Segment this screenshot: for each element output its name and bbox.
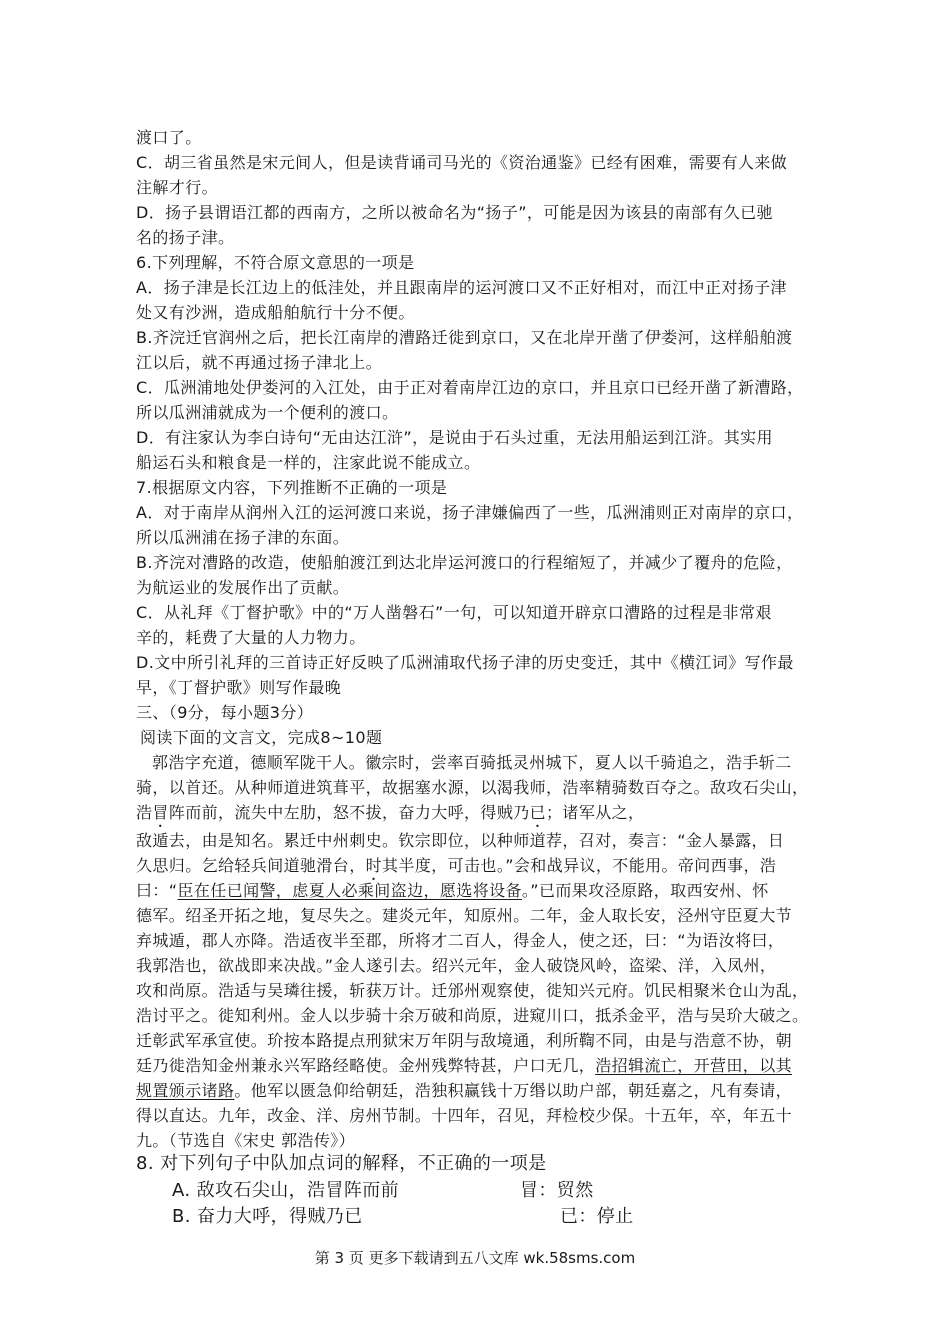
- passage-line: 浩讨平之。徙知利州。金人以步骑十余万破和尚原，进窥川口，抵杀金平，浩与吴玠大破之。: [136, 1006, 809, 1025]
- text-line: 名的扬子津。: [136, 228, 235, 247]
- passage-line: 规置颁示诸路。他军以匮急仰给朝廷，浩独积赢钱十万缗以助户部，朝廷嘉之，凡有奏请，: [136, 1081, 793, 1100]
- section-heading: 三、（9分，每小题3分）: [136, 703, 314, 722]
- passage-line: 攻和尚原。浩适与吴璘往援，斩获万计。迁邠州观察使，徙知兴元府。饥民相聚米仓山为乱，: [136, 981, 809, 1000]
- text-line: 渡口了。: [136, 128, 202, 147]
- text-line: 为航运业的发展作出了贡献。: [136, 578, 350, 597]
- question-6: 6.下列理解，不符合原文意思的一项是: [136, 253, 415, 272]
- passage-line: 我郭浩也，欲战即来决战。”金人遂引去。绍兴元年，金人破饶风岭，盗梁、洋，入凤州，: [136, 956, 777, 975]
- passage-line: 德军。绍圣开拓之地，复尽失之。建炎元年，知原州。二年，金人取长安，泾州守臣夏大节: [136, 906, 793, 925]
- option-d-line: D．有注家认为李白诗句“无由达江浒”，是说由于石头过重，无法用船运到江浒。其实用: [136, 428, 773, 447]
- option-d-line: D．扬子县谓语江都的西南方，之所以被命名为“扬子”，可能是因为该县的南部有久已驰: [136, 203, 773, 222]
- passage-line: 久思归。乞给轻兵间道驰滑台，时其半度，可击也。”会和战异议，不能用。帝问西事，浩: [136, 856, 777, 875]
- passage-line: 骑，以首还。从种师道进筑葺平，故据塞水源，以渴我师，浩率精骑数百夺之。敌攻石尖山，: [136, 778, 809, 797]
- underlined-sentence: 规置颁示诸路: [136, 1081, 235, 1100]
- question-8-option-b: B. 奋力大呼，得贼乃已 已：停止: [172, 1206, 634, 1227]
- text-line: 早，《丁督护歌》则写作最晚: [136, 678, 342, 697]
- passage-line: 迁彰武军承宣使。玠按本路提点刑狱宋万年阴与敌境通，利所鞫不同，由是与浩意不协，朝: [136, 1031, 793, 1050]
- passage-line: 郭浩字充道，德顺军陇干人。徽宗时，尝率百骑抵灵州城下，夏人以千骑追之，浩手斩二: [152, 753, 792, 772]
- passage-source: 九。（节选自《宋史 郭浩传》）: [136, 1131, 356, 1150]
- dotted-word: 时: [365, 856, 383, 875]
- passage-line: 得以直达。九年，改金、洋、房州节制。十四年，召见，拜检校少保。十五年，卒，年五十: [136, 1106, 793, 1125]
- text-line: 所以瓜洲浦就成为一个便利的渡口。: [136, 403, 399, 422]
- dotted-word: 冒: [152, 803, 169, 822]
- question-8: 8. 对下列句子中队加点词的解释，不正确的一项是: [136, 1153, 547, 1174]
- option-c-line: C．从礼拜《丁督护歌》中的“万人凿磐石”一句，可以知道开辟京口漕路的过程是非常艰: [136, 603, 772, 622]
- page-footer: 第 3 页 更多下载请到五八文库 wk.58sms.com: [314, 1249, 636, 1267]
- option-d-line: D.文中所引礼拜的三首诗正好反映了瓜洲浦取代扬子津的历史变迁，其中《横江词》写作最: [136, 653, 794, 672]
- dotted-word: 已: [529, 803, 547, 822]
- option-a-line: A．扬子津是长江边上的低洼处，并且跟南岸的运河渡口又不正好相对，而江中正对扬子津: [136, 278, 787, 297]
- text-line: 辛的，耗费了大量的人力物力。: [136, 628, 366, 647]
- option-b-line: B.齐浣对漕路的改造，使船舶渡江到达北岸运河渡口的行程缩短了，并减少了覆舟的危险，: [136, 553, 793, 572]
- option-a-explanation: 冒：贸然: [520, 1180, 594, 1201]
- option-b-explanation: 已：停止: [560, 1206, 634, 1227]
- passage-line: 弃城遁，郡人亦降。浩适夜半至郡，所将才二百人，得金人，使之还，曰：“为语汝将曰，: [136, 931, 785, 950]
- passage-line: 浩冒阵而前，流失中左肋，怒不拔，奋力大呼，得贼乃已；诸军从之，: [136, 803, 645, 822]
- underlined-sentence: 浩招辑流亡，开营田，以其: [595, 1056, 793, 1075]
- reading-instruction: 阅读下面的文言文，完成8~10题: [140, 728, 383, 747]
- passage-line: 廷乃徙浩知金州兼永兴军路经略使。金州残弊特甚，户口无几，浩招辑流亡，开营田，以其: [136, 1056, 793, 1075]
- passage-line: 敌遁去，由是知名。累迁中州刺史。钦宗即位，以种师道荐，召对，奏言：“金人暴露，日: [136, 831, 785, 850]
- text-line: 船运石头和粮食是一样的，注家此说不能成立。: [136, 453, 481, 472]
- option-c-line: C．瓜洲浦地处伊娄河的入江处，由于正对着南岸江边的京口，并且京口已经开凿了新漕路，: [136, 378, 804, 397]
- option-a-line: A．对于南岸从润州入江的运河渡口来说，扬子津嫌偏西了一些，瓜洲浦则正对南岸的京口，: [136, 503, 804, 522]
- question-8-option-a: A. 敌攻石尖山，浩冒阵而前 冒：贸然: [172, 1180, 594, 1201]
- text-line: 处又有沙洲，造成船舶航行十分不便。: [136, 303, 415, 322]
- passage-line: 曰：“臣在任已闻警，虑夏人必乘间盗边，愿选将设备。”已而果攻泾原路，取西安州、怀: [136, 881, 769, 900]
- question-7: 7.根据原文内容，下列推断不正确的一项是: [136, 478, 448, 497]
- option-c-line: C．胡三省虽然是宋元间人，但是读背诵司马光的《资治通鉴》已经有困难，需要有人来做: [136, 153, 788, 172]
- text-line: 江以后，就不再通过扬子津北上。: [136, 353, 383, 372]
- underlined-sentence: 臣在任已闻警，虑夏人必乘间盗边，愿选将设备: [177, 881, 522, 900]
- text-line: 所以瓜洲浦在扬子津的东面。: [136, 528, 350, 547]
- text-line: 注解才行。: [136, 178, 219, 197]
- option-b-line: B.齐浣迁官润州之后，把长江南岸的漕路迁徙到京口，又在北岸开凿了伊娄河，这样船舶渡: [136, 328, 793, 347]
